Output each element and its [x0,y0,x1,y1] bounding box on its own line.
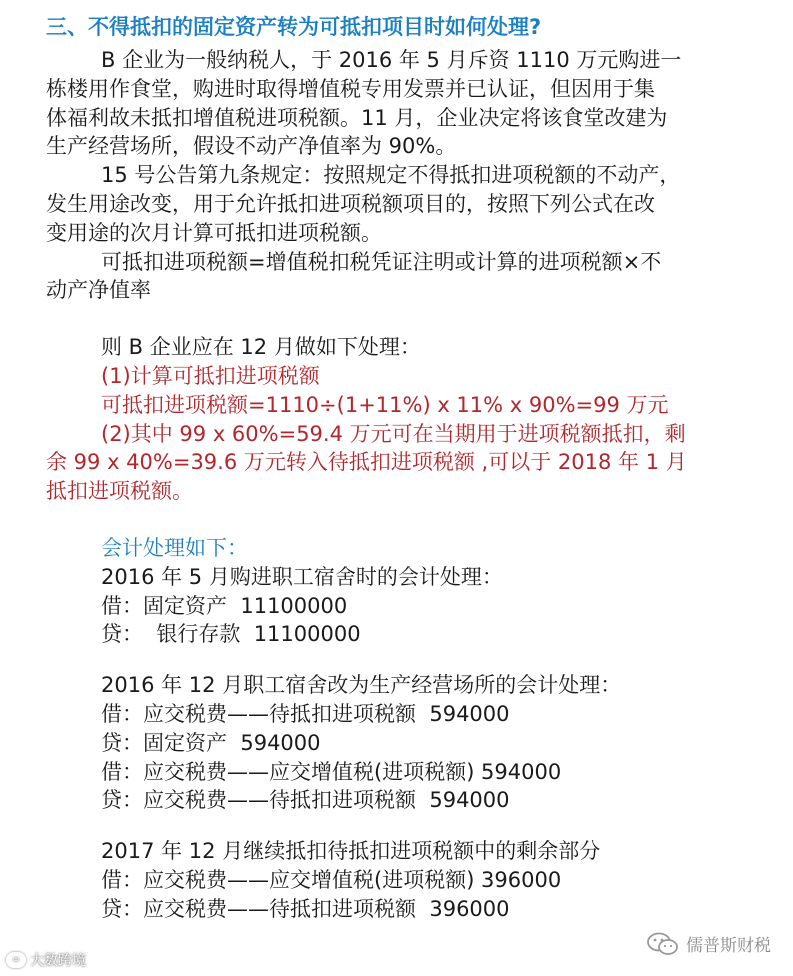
spacer [46,506,763,534]
journal-entry: 贷：应交税费——待抵扣进项税额 594000 [101,788,510,813]
watermark-left-text: 大数跨境 [30,953,86,969]
watermark-left [6,950,86,970]
calc-step: (1)计算可抵扣进项税额 [101,363,320,388]
intro-line: 生产经营场所，假设不动产净值率为 90%。 [46,134,457,159]
journal-entry: 借：应交税费——应交增值税(进项税额) 396000 [101,867,562,892]
watermark-right [646,931,771,956]
entry-title: 2016 年 5 月购进职工宿舍时的会计处理： [101,564,503,589]
journal-entry: 借：应交税费——待抵扣进项税额 594000 [101,701,510,726]
spacer [46,305,763,333]
entry-title: 2017 年 12 月继续抵扣待抵扣进项税额中的剩余部分 [101,839,601,864]
wechat-icon [646,932,680,956]
calc-step: (2)其中 99 x 60%=59.4 万元可在当期用于进项税额抵扣，剩 [101,421,686,446]
entry-title: 2016 年 12 月职工宿舍改为生产经营场所的会计处理： [101,673,622,698]
rule-line: 变用途的次月计算可抵扣进项税额。 [46,220,382,245]
process-intro: 则 B 企业应在 12 月做如下处理： [101,335,421,360]
calc-formula: 可抵扣进项税额=1110÷(1+11%) x 11% x 90%=99 万元 [101,392,669,417]
calc-step: 抵扣进项税额。 [46,479,193,504]
formula-line: 可抵扣进项税额=增值税扣税凭证注明或计算的进项税额×不 [101,249,662,274]
rule-line: 发生用途改变，用于允许抵扣进项税额项目的，按照下列公式在改 [46,191,655,216]
section-heading: 三、不得抵扣的固定资产转为可抵扣项目时如何处理? [46,15,542,39]
rule-line: 15 号公告第九条规定：按照规定不得抵扣进项税额的不动产， [101,163,681,188]
intro-line: B 企业为一般纳税人，于 2016 年 5 月斥资 1110 万元购进一 [101,48,682,72]
accounting-heading: 会计处理如下： [101,535,248,560]
journal-entry: 借：应交税费——应交增值税(进项税额) 594000 [101,759,562,784]
formula-line: 动产净值率 [46,278,151,303]
brand-logo-icon: ∞ [6,952,26,968]
journal-entry: 借：固定资产 11100000 [101,593,348,618]
journal-entry: 贷：固定资产 594000 [101,730,321,755]
journal-entry: 贷： 银行存款 11100000 [101,622,361,647]
journal-entry: 贷：应交税费——待抵扣进项税额 396000 [101,896,510,921]
document-body [46,12,763,924]
spacer [46,815,763,837]
intro-line: 体福利故未抵扣增值税进项税额。11 月，企业决定将该食堂改建为 [46,105,668,130]
spacer [46,649,763,671]
intro-line: 栋楼用作食堂，购进时取得增值税专用发票并已认证，但因用于集 [46,76,655,101]
calc-step: 余 99 x 40%=39.6 万元转入待抵扣进项税额 ,可以于 2018 年 1 月 [46,450,687,475]
watermark-right-text: 儒普斯财税 [686,936,771,956]
